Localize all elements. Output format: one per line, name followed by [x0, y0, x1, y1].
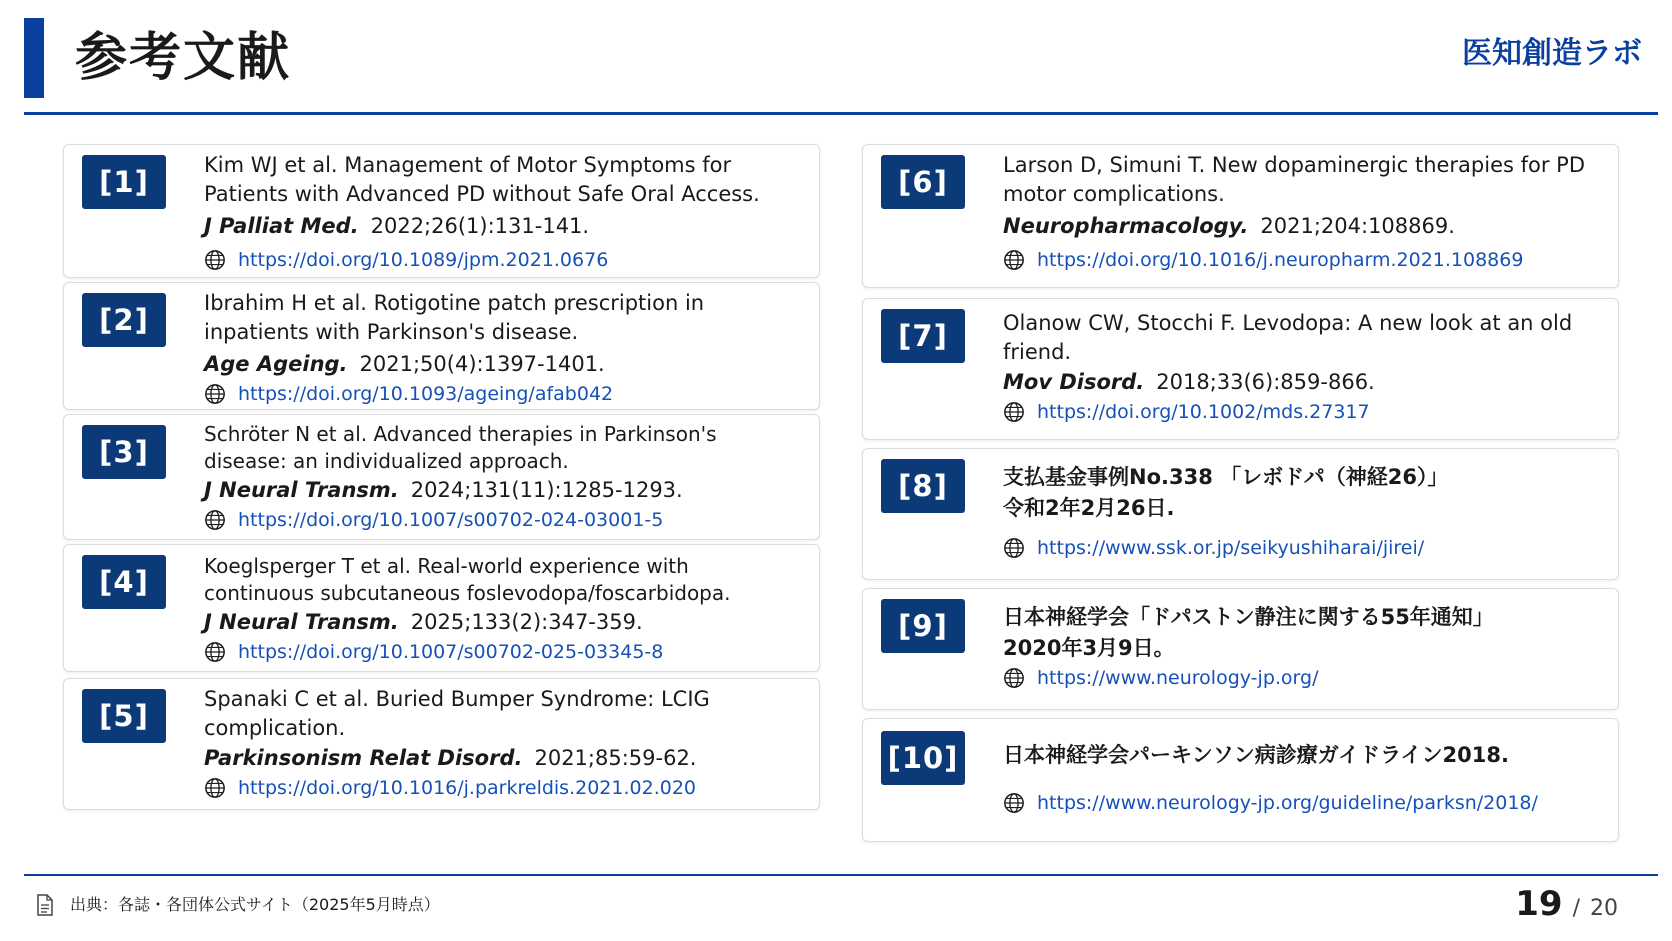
reference-number-badge: [8] — [881, 459, 965, 513]
reference-url[interactable]: https://www.ssk.or.jp/seikyushiharai/jirei/ — [1037, 537, 1425, 559]
page-total: 20 — [1590, 896, 1618, 921]
journal-name: J Palliat Med. — [204, 214, 359, 238]
reference-url[interactable]: https://doi.org/10.1093/ageing/afab042 — [238, 383, 614, 405]
reference-number-badge: [3] — [82, 425, 166, 479]
journal-citation: 2021;50(4):1397-1401. — [359, 352, 605, 376]
page-number — [1515, 884, 1618, 930]
reference-link[interactable] — [1003, 535, 1598, 561]
reference-title: Olanow CW, Stocchi F. Levodopa: A new look at an old friend. — [1003, 311, 1573, 364]
reference-url[interactable]: https://doi.org/10.1089/jpm.2021.0676 — [238, 249, 609, 271]
globe-icon — [204, 383, 226, 405]
reference-card-7 — [862, 298, 1619, 440]
page-separator: / — [1572, 896, 1580, 921]
journal-citation: 2024;131(11):1285-1293. — [410, 478, 683, 502]
reference-title: Kim WJ et al. Management of Motor Symptoms for Patients with Advanced PD without Safe Oral Access. — [204, 153, 760, 206]
reference-journal — [204, 349, 799, 379]
journal-citation: 2025;133(2):347-359. — [410, 610, 643, 634]
reference-journal — [204, 607, 799, 637]
footer-source-text: 出典：各誌・各団体公式サイト（2025年5月時点） — [70, 895, 440, 914]
reference-number-badge: [6] — [881, 155, 965, 209]
reference-card-3 — [63, 414, 820, 540]
journal-name: Mov Disord. — [1003, 370, 1145, 394]
reference-journal — [204, 475, 799, 505]
reference-card-10 — [862, 718, 1619, 842]
reference-link[interactable] — [204, 507, 799, 533]
reference-link[interactable] — [204, 381, 799, 407]
reference-date: 令和2年2月26日. — [1003, 496, 1175, 520]
page-title: 参考文献 — [75, 28, 292, 88]
reference-link[interactable] — [204, 639, 799, 665]
reference-url[interactable]: https://doi.org/10.1002/mds.27317 — [1037, 401, 1370, 423]
globe-icon — [204, 249, 226, 271]
reference-title: Ibrahim H et al. Rotigotine patch prescription in inpatients with Parkinson's disease. — [204, 291, 705, 344]
reference-url[interactable]: https://doi.org/10.1007/s00702-025-03345-8 — [238, 641, 664, 663]
reference-number-badge: [10] — [881, 731, 965, 785]
reference-url[interactable]: https://doi.org/10.1007/s00702-024-03001-5 — [238, 509, 664, 531]
globe-icon — [1003, 537, 1025, 559]
globe-icon — [1003, 401, 1025, 423]
reference-title: 支払基金事例No.338 「レボドパ（神経26）」 — [1003, 465, 1449, 489]
reference-number-badge: [4] — [82, 555, 166, 609]
journal-name: Neuropharmacology. — [1003, 214, 1249, 238]
reference-link[interactable] — [204, 775, 799, 801]
reference-journal — [1003, 367, 1598, 397]
globe-icon — [204, 509, 226, 531]
journal-name: Age Ageing. — [204, 352, 348, 376]
reference-link[interactable] — [1003, 665, 1598, 691]
footer-source — [36, 893, 440, 917]
reference-url[interactable]: https://doi.org/10.1016/j.parkreldis.2021.02.020 — [238, 777, 696, 799]
reference-number-badge: [2] — [82, 293, 166, 347]
reference-title: 日本神経学会「ドパストン静注に関する55年通知」 — [1003, 605, 1494, 629]
journal-name: J Neural Transm. — [204, 610, 399, 634]
reference-url[interactable]: https://www.neurology-jp.org/guideline/parksn/2018/ — [1037, 792, 1538, 814]
reference-card-4 — [63, 544, 820, 672]
reference-number-badge: [5] — [82, 689, 166, 743]
reference-card-9 — [862, 588, 1619, 710]
journal-citation: 2022;26(1):131-141. — [370, 214, 590, 238]
globe-icon — [1003, 667, 1025, 689]
journal-name: Parkinsonism Relat Disord. — [204, 746, 523, 770]
reference-card-6 — [862, 144, 1619, 288]
reference-title: Koeglsperger T et al. Real-world experience with continuous subcutaneous foslevodopa/foscarbidopa. — [204, 554, 731, 605]
document-icon — [36, 894, 54, 916]
reference-journal — [204, 211, 799, 241]
reference-journal — [204, 743, 799, 773]
header-divider — [24, 112, 1658, 115]
reference-number-badge: [9] — [881, 599, 965, 653]
journal-citation: 2021;204:108869. — [1260, 214, 1455, 238]
reference-number-badge: [1] — [82, 155, 166, 209]
reference-card-1 — [63, 144, 820, 278]
globe-icon — [204, 777, 226, 799]
journal-citation: 2018;33(6):859-866. — [1156, 370, 1375, 394]
brand-logo-text: 医知創造ラボ — [1462, 36, 1642, 71]
reference-link[interactable] — [1003, 790, 1598, 816]
title-accent-bar — [24, 18, 44, 98]
page-current: 19 — [1515, 884, 1563, 924]
reference-card-8 — [862, 448, 1619, 580]
reference-number-badge: [7] — [881, 309, 965, 363]
globe-icon — [1003, 792, 1025, 814]
reference-title: Schröter N et al. Advanced therapies in Parkinson's disease: an individualized approach. — [204, 422, 717, 473]
reference-card-5 — [63, 678, 820, 810]
reference-date: 2020年3月9日。 — [1003, 636, 1175, 660]
reference-title: 日本神経学会パーキンソン病診療ガイドライン2018. — [1003, 743, 1509, 767]
reference-title: Spanaki C et al. Buried Bumper Syndrome: LCIG complication. — [204, 687, 710, 740]
reference-link[interactable] — [204, 247, 799, 273]
globe-icon — [1003, 249, 1025, 271]
reference-url[interactable]: https://doi.org/10.1016/j.neuropharm.2021.108869 — [1037, 249, 1524, 271]
footer-divider — [24, 874, 1658, 876]
reference-url[interactable]: https://www.neurology-jp.org/ — [1037, 667, 1319, 689]
journal-citation: 2021;85:59-62. — [534, 746, 697, 770]
reference-link[interactable] — [1003, 247, 1598, 273]
reference-link[interactable] — [1003, 399, 1598, 425]
globe-icon — [204, 641, 226, 663]
journal-name: J Neural Transm. — [204, 478, 399, 502]
reference-title: Larson D, Simuni T. New dopaminergic therapies for PD motor complications. — [1003, 153, 1586, 206]
reference-card-2 — [63, 282, 820, 410]
reference-journal — [1003, 211, 1598, 241]
